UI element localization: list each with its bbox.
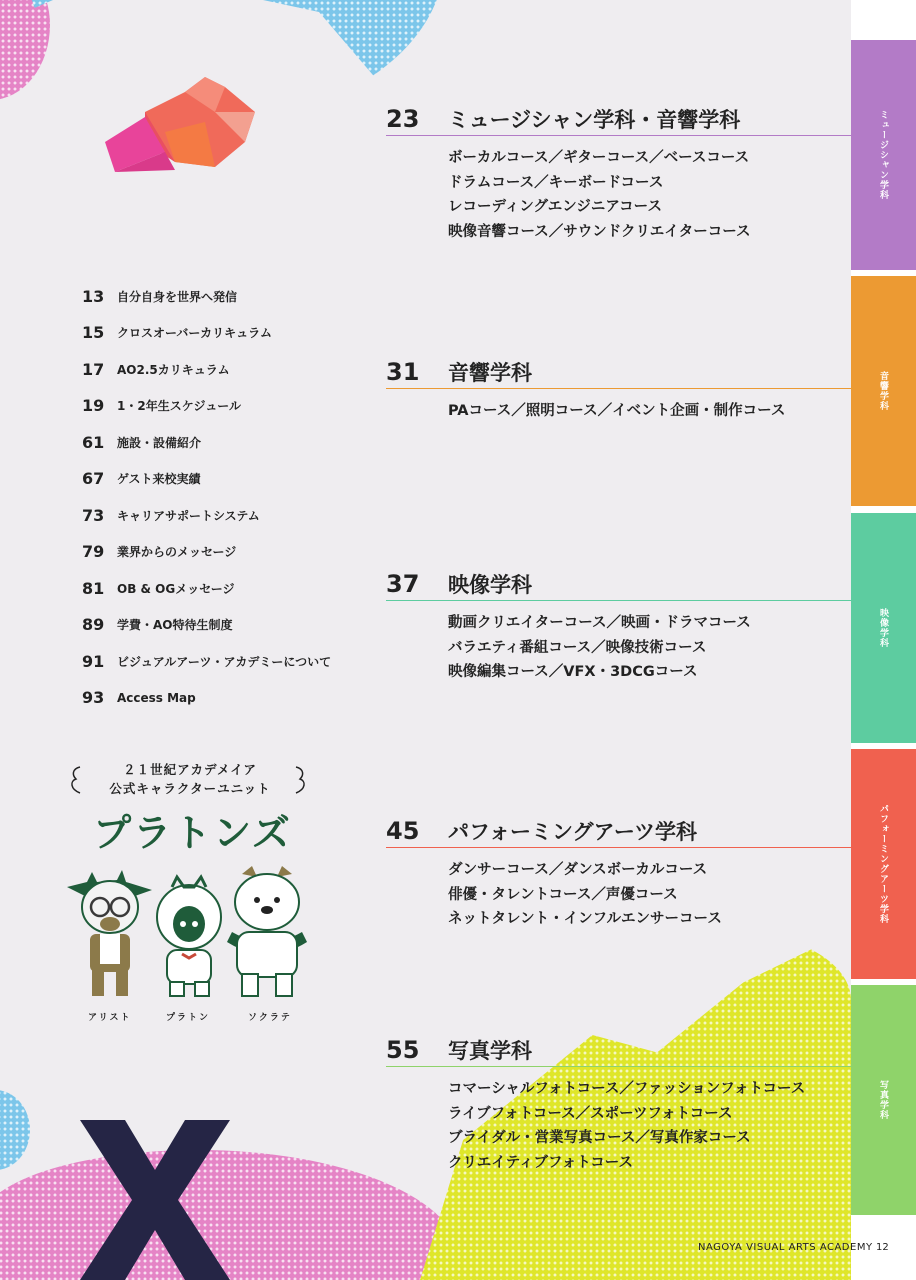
toc-page-number: 67: [82, 469, 105, 489]
large-x-letter: [80, 1120, 230, 1280]
toc-item[interactable]: [82, 388, 352, 425]
mascot-title: プラトンズ: [93, 811, 292, 855]
course-line: ブライダル・営業写真コース／写真作家コース: [448, 1130, 751, 1146]
course-line: バラエティ番組コース／映像技術コース: [448, 639, 707, 656]
character-name-socrates: ソクラテ: [248, 1013, 292, 1023]
course-line: クリエイティブフォトコース: [448, 1154, 634, 1171]
toc-label: クロスオーバーカリキュラム: [117, 326, 273, 341]
toc-item[interactable]: [82, 461, 352, 498]
department-page-number: 37: [386, 570, 420, 598]
tab-label: パフォーミングアーツ学科: [878, 804, 888, 924]
pink-dot-blob-top-left: [0, 0, 50, 100]
mascot-caption: [70, 760, 310, 798]
course-line: レコーディングエンジニアコース: [448, 199, 662, 215]
toc-item[interactable]: [82, 424, 352, 461]
course-list: [386, 136, 851, 244]
side-tab-bar: [851, 0, 916, 1280]
toc-label: ゲスト来校実績: [117, 472, 201, 487]
course-line: ドラムコース／キーボードコース: [448, 174, 664, 191]
department-header[interactable]: [386, 353, 851, 389]
department-section: [386, 1031, 851, 1175]
toc-page-number: 91: [82, 651, 105, 671]
polygon-fish-graphic: [105, 72, 260, 172]
department-title: 写真学科: [448, 1039, 532, 1063]
page-number: 12: [876, 1242, 889, 1253]
course-list: [386, 389, 851, 424]
course-line: 映像編集コース／VFX・3DCGコース: [448, 664, 698, 680]
mascot-characters-illustration: [62, 862, 324, 1002]
toc-page-number: 19: [82, 396, 105, 416]
blue-dot-blob-bottom-left: [0, 1090, 30, 1170]
toc-page-number: 81: [82, 578, 105, 598]
course-line: 動画クリエイターコース／映画・ドラマコース: [448, 615, 751, 631]
department-header[interactable]: [386, 100, 851, 136]
tab-musician[interactable]: [851, 40, 916, 270]
tab-label: ミュージシャン学科: [878, 110, 888, 200]
course-line: コマーシャルフォトコース／ファッションフォトコース: [448, 1081, 806, 1097]
department-header[interactable]: [386, 1031, 851, 1067]
toc-item[interactable]: [82, 315, 352, 352]
course-line: 映像音響コース／サウンドクリエイターコース: [448, 223, 751, 240]
tab-sound[interactable]: [851, 276, 916, 506]
department-page-number: 45: [386, 817, 420, 845]
department-title: 音響学科: [448, 361, 532, 385]
toc-label: キャリアサポートシステム: [117, 508, 260, 523]
course-list: [386, 1067, 851, 1175]
toc-page-number: 61: [82, 432, 105, 452]
department-page-number: 55: [386, 1036, 420, 1064]
department-header[interactable]: [386, 565, 851, 601]
department-section: [386, 100, 851, 244]
toc-item[interactable]: [82, 570, 352, 607]
toc-list: [82, 278, 352, 716]
department-header[interactable]: [386, 812, 851, 848]
tab-video[interactable]: [851, 513, 916, 743]
course-line: 俳優・タレントコース／声優コース: [448, 886, 678, 903]
tab-label: 映像学科: [878, 608, 888, 648]
aristo-character: [67, 870, 152, 996]
course-line: ボーカルコース／ギターコース／ベースコース: [448, 150, 750, 166]
toc-item[interactable]: [82, 497, 352, 534]
toc-page-number: 79: [82, 542, 105, 562]
toc-item[interactable]: [82, 278, 352, 315]
department-page-number: 23: [386, 105, 420, 133]
department-section: [386, 353, 851, 424]
toc-label: 1・2年生スケジュール: [117, 399, 241, 414]
character-name-aristo: アリスト: [88, 1013, 132, 1023]
course-line: ライブフォトコース／スポーツフォトコース: [448, 1105, 733, 1122]
toc-label: OB & OGメッセージ: [117, 581, 235, 596]
course-line: ダンサーコース／ダンスボーカルコース: [448, 862, 708, 878]
toc-page-number: 93: [82, 688, 105, 708]
toc-page-number: 13: [82, 286, 105, 306]
toc-item[interactable]: [82, 534, 352, 571]
mascot-caption-line1: ２１世紀アカデメイア: [123, 762, 257, 777]
department-section: [386, 565, 851, 685]
tab-label: 音響学科: [878, 371, 888, 411]
department-page-number: 31: [386, 358, 420, 386]
toc-page-number: 73: [82, 505, 105, 525]
caption-bracket-left-icon: [68, 765, 84, 795]
toc-page-number: 17: [82, 359, 105, 379]
toc-page-number: 89: [82, 615, 105, 635]
toc-item[interactable]: [82, 680, 352, 717]
toc-label: 学費・AO特待生制度: [117, 618, 233, 633]
tab-performing-arts[interactable]: [851, 749, 916, 979]
course-list: [386, 848, 851, 932]
socrates-character: [227, 866, 307, 996]
toc-item[interactable]: [82, 351, 352, 388]
plato-character: [157, 877, 221, 996]
toc-item[interactable]: [82, 607, 352, 644]
toc-label: 自分自身を世界へ発信: [117, 289, 238, 304]
toc-item[interactable]: [82, 643, 352, 680]
footer-school-name: NAGOYA VISUAL ARTS ACADEMY: [698, 1242, 873, 1253]
toc-label: 施設・設備紹介: [117, 435, 202, 450]
tab-photo[interactable]: [851, 985, 916, 1215]
department-title: ミュージシャン学科・音響学科: [448, 108, 741, 132]
toc-label: AO2.5カリキュラム: [117, 362, 230, 377]
toc-label: ビジュアルアーツ・アカデミーについて: [117, 654, 332, 669]
department-title: パフォーミングアーツ学科: [448, 820, 698, 844]
course-list: [386, 601, 851, 685]
mascot-caption-line2: 公式キャラクターユニット: [109, 781, 271, 796]
course-line: ネットタレント・インフルエンサーコース: [448, 911, 722, 927]
tab-label: 写真学科: [878, 1080, 888, 1120]
department-title: 映像学科: [448, 573, 532, 597]
toc-label: Access Map: [117, 690, 196, 705]
course-line: PAコース／照明コース／イベント企画・制作コース: [448, 403, 786, 419]
toc-label: 業界からのメッセージ: [117, 545, 237, 560]
character-name-plato: プラトン: [166, 1013, 211, 1023]
caption-bracket-right-icon: [292, 765, 308, 795]
department-section: [386, 812, 851, 932]
toc-page-number: 15: [82, 323, 105, 343]
